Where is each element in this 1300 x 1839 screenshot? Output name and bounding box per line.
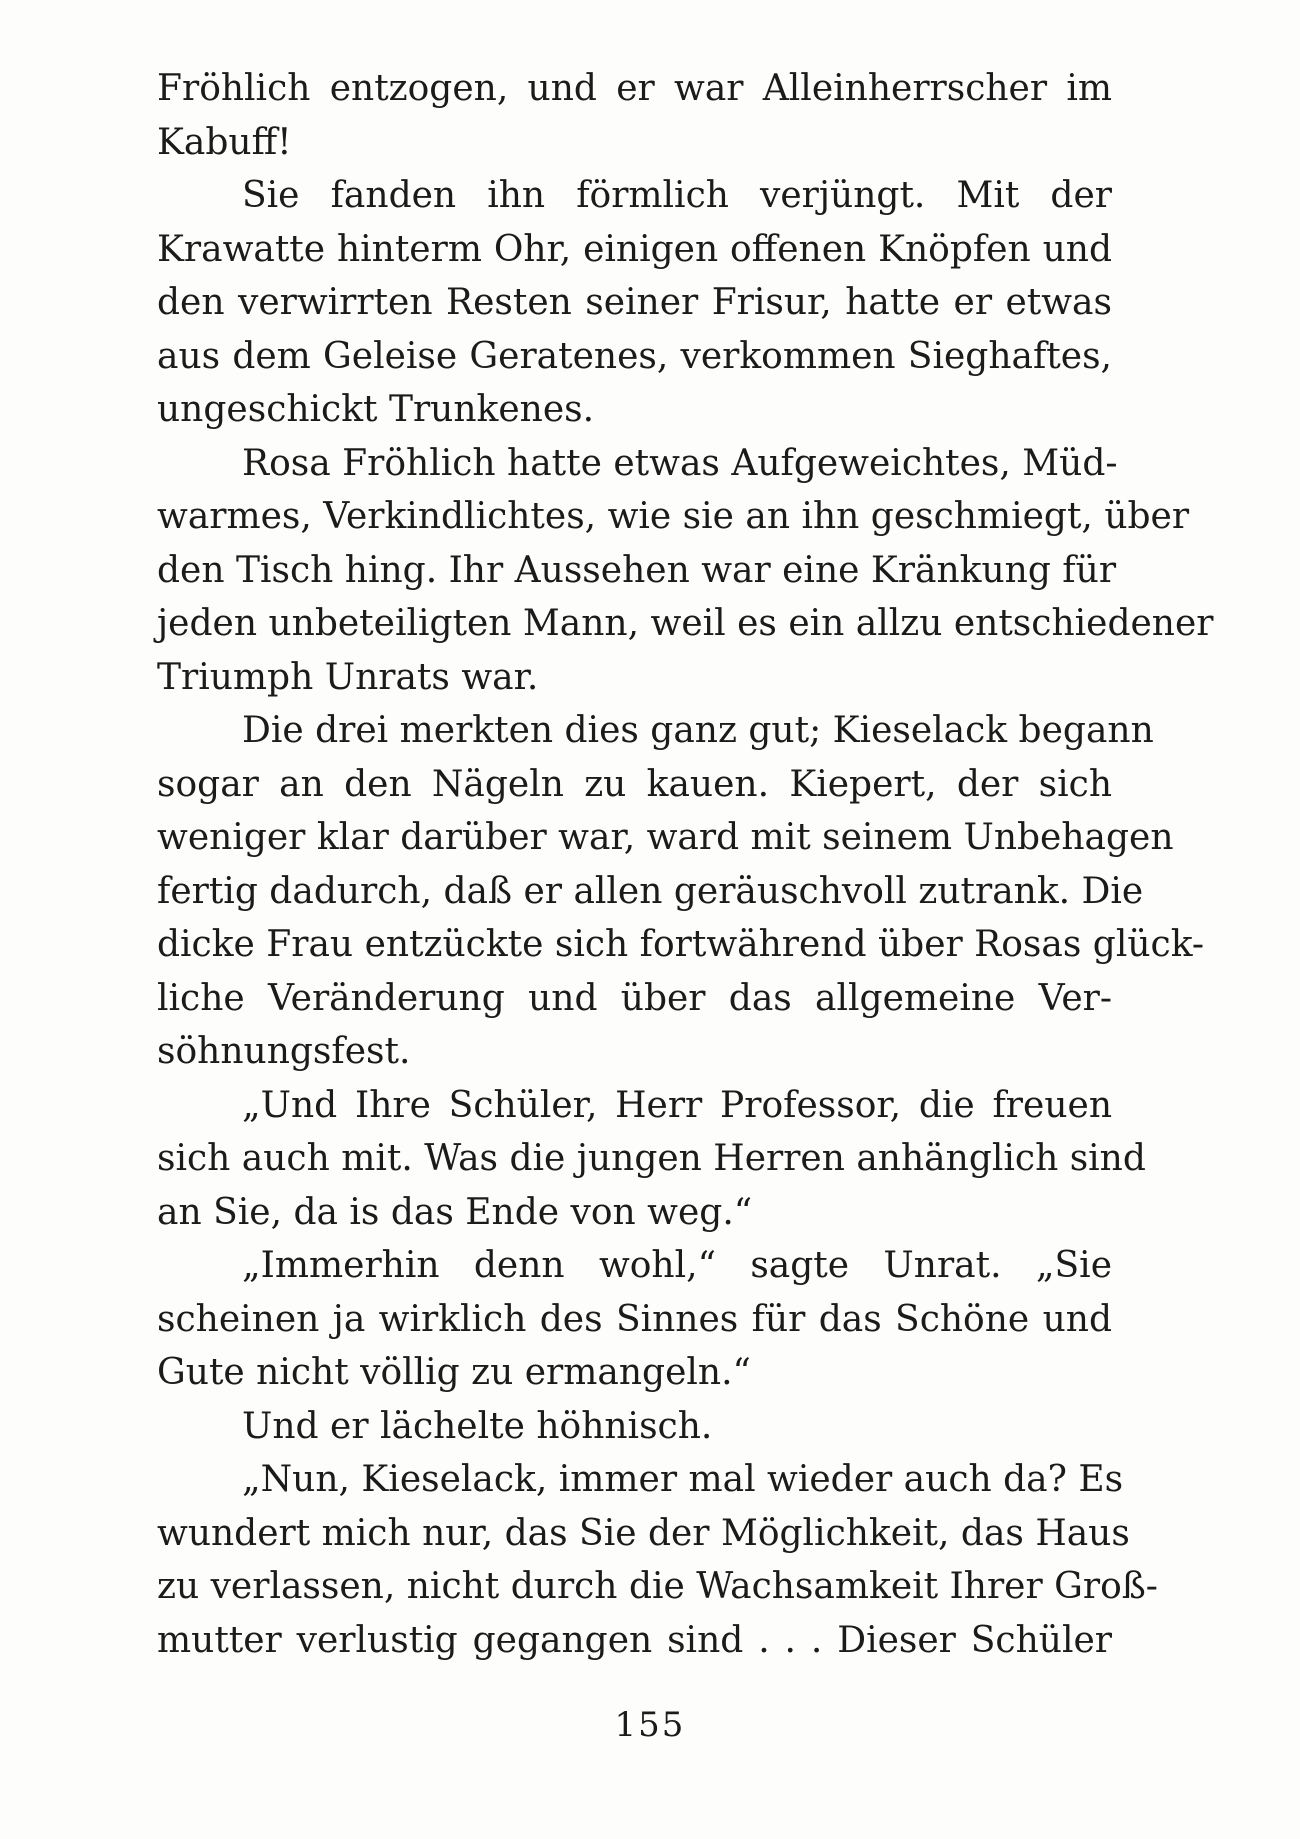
text-line: Rosa Fröhlich hatte etwas Aufgeweichtes, Müd-: [242, 442, 1118, 484]
text-line: scheinen ja wirklich des Sinnes für das Schöne und: [157, 1298, 1112, 1340]
paragraph: [157, 1453, 1158, 1667]
paragraph: [157, 169, 1112, 437]
paragraph: [157, 1239, 1112, 1400]
text-line: „Nun, Kieselack, immer mal wieder auch da? Es: [242, 1459, 1124, 1500]
text-line: den Tisch hing. Ihr Aussehen war eine Kränkung für: [157, 549, 1117, 591]
text-line: Sie fanden ihn förmlich verjüngt. Mit der: [242, 175, 1112, 216]
text-line: mutter verlustig gegangen sind . . . Dieser Schüler: [157, 1619, 1112, 1661]
text-line: sogar an den Nägeln zu kauen. Kiepert, der sich: [157, 763, 1112, 805]
text-line: an Sie, da is das Ende von weg.“: [157, 1191, 753, 1233]
text-line: „Und Ihre Schüler, Herr Professor, die freuen: [242, 1084, 1112, 1126]
text-line: dicke Frau entzückte sich fortwährend über Rosas glück-: [157, 924, 1205, 965]
text-line: Fröhlich entzogen, und er war Alleinherrscher im: [157, 68, 1112, 109]
text-line: zu verlassen, nicht durch die Wachsamkeit Ihrer Groß-: [157, 1566, 1158, 1607]
text-line: söhnungsfest.: [157, 1031, 411, 1072]
page-number: 155: [614, 1705, 686, 1745]
text-line: den verwirrten Resten seiner Frisur, hatte er etwas: [157, 282, 1112, 323]
text-line: Die drei merkten dies ganz gut; Kieselack begann: [242, 710, 1154, 751]
body-text: [157, 62, 1214, 1667]
text-line: Krawatte hinterm Ohr, einigen offenen Knöpfen und: [157, 228, 1112, 270]
text-line: fertig dadurch, daß er allen geräuschvoll zutrank. Die: [157, 870, 1144, 912]
text-line: Gute nicht völlig zu ermangeln.“: [157, 1352, 751, 1393]
text-line: warmes, Verkindlichtes, wie sie an ihn geschmiegt, über: [157, 496, 1190, 537]
paragraph: [157, 437, 1214, 705]
text-line: liche Veränderung und über das allgemeine Ver-: [157, 977, 1112, 1019]
text-line: ungeschickt Trunkenes.: [157, 389, 595, 430]
paragraph: [157, 704, 1205, 1079]
text-line: „Immerhin denn wohl,“ sagte Unrat. „Sie: [242, 1245, 1112, 1286]
text-line: Triumph Unrats war.: [157, 656, 539, 698]
text-line: wundert mich nur, das Sie der Möglichkeit, das Haus: [157, 1512, 1130, 1554]
text-line: Und er lächelte höhnisch.: [242, 1405, 713, 1447]
text-line: jeden unbeteiligten Mann, weil es ein allzu entschiedener: [157, 603, 1214, 644]
text-line: weniger klar darüber war, ward mit seinem Unbehagen: [157, 817, 1174, 858]
paragraph: [157, 1079, 1146, 1240]
text-line: Kabuff!: [157, 121, 292, 163]
text-line: aus dem Geleise Geratenes, verkommen Sieghaftes,: [157, 335, 1112, 377]
paragraph: [157, 1400, 1112, 1454]
paragraph: [157, 62, 1112, 169]
text-line: sich auch mit. Was die jungen Herren anhänglich sind: [157, 1138, 1146, 1179]
